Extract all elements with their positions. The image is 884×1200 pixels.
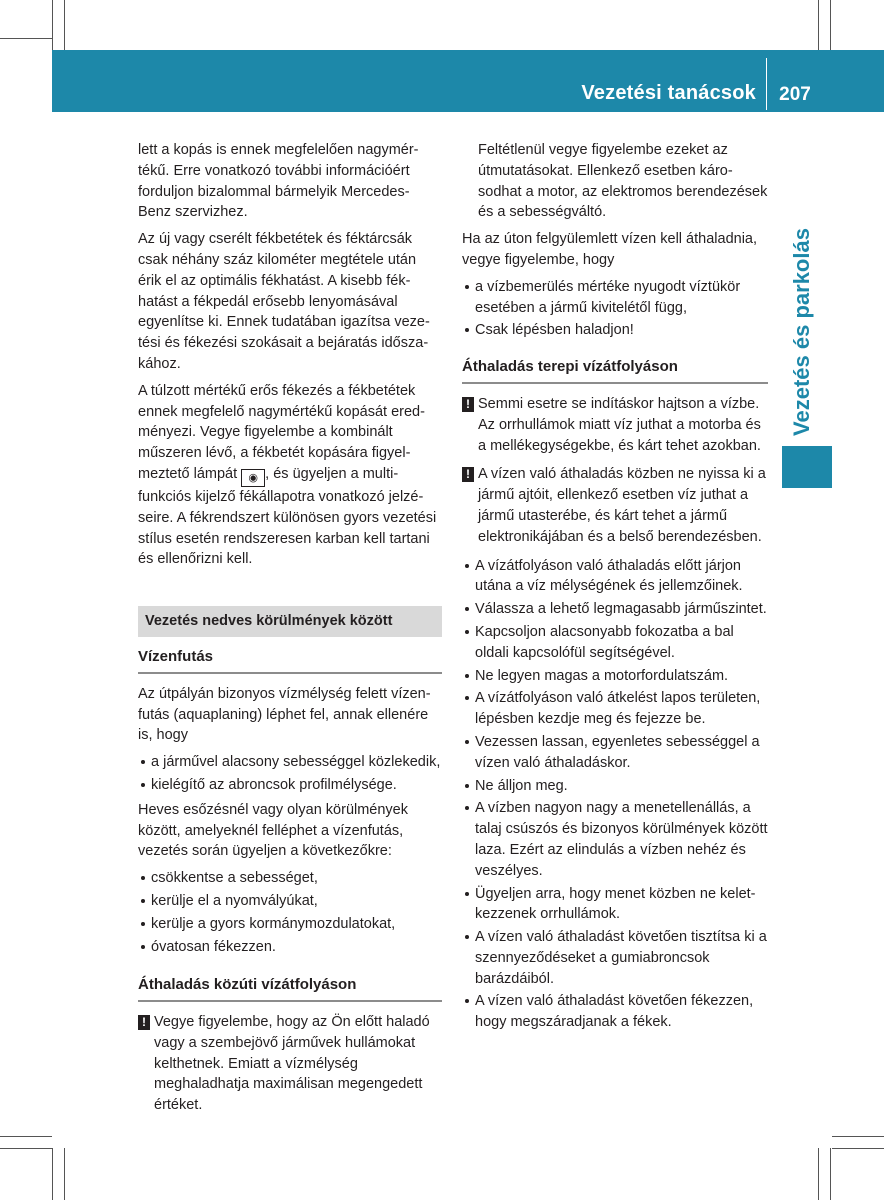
list-item: kielégítő az abroncsok profilmélysége. bbox=[138, 775, 442, 796]
list-item: kerülje a gyors kormánymozdulatokat, bbox=[138, 914, 442, 935]
warning-note: ! Semmi esetre se indításkor hajtson a vízbe. Az orrhullámok miatt víz juthat a motorba és a mellékegységekbe, és kárt tehet azokban. bbox=[462, 394, 768, 456]
crop-mark bbox=[0, 1136, 52, 1137]
crop-mark bbox=[832, 1148, 884, 1149]
list-item: csökkentse a sebességet, bbox=[138, 868, 442, 889]
list-item: Csak lépésben haladjon! bbox=[462, 320, 768, 341]
paragraph: lett a kopás is ennek megfelelően nagymértékű. Erre vonatkozó további információért forduljon bizalommal bármelyik Mercedes-Benz szervizhez. bbox=[138, 142, 419, 221]
crop-mark bbox=[52, 0, 53, 50]
brake-pad-warning-icon: ◉ bbox=[241, 469, 265, 487]
crop-mark bbox=[0, 38, 52, 39]
list-item: kerülje el a nyomvályúkat, bbox=[138, 891, 442, 912]
list-item: a járművel alacsony sebességgel közlekedik, bbox=[138, 752, 442, 773]
header-separator bbox=[766, 58, 767, 110]
side-tab-marker bbox=[782, 446, 832, 488]
paragraph: Ha az úton felgyülemlett vízen kell áthaladnia, vegye figyelembe, hogy bbox=[462, 231, 758, 268]
list-item: Válassza a lehető legmagasabb járműszintet. bbox=[462, 599, 768, 620]
left-column bbox=[138, 140, 442, 1124]
right-column bbox=[462, 140, 768, 1037]
side-tab-label: Vezetés és parkolás bbox=[789, 228, 814, 436]
paragraph: Az új vagy cserélt fékbetétek és féktárcsák csak néhány száz kilométer megtétele után érik el az optimális fékhatást. A kisebb fékhatást a fékpedál erősebb lenyomásával egyenlítse ki. Ennek tudatában igazítsa vezetési és fékezési szokásait a bejáratás időszakához. bbox=[138, 231, 430, 372]
list-item: a vízbemerülés mértéke nyugodt víztükör esetében a jármű kivitelétől függ, bbox=[462, 277, 768, 319]
bullet-list bbox=[138, 868, 442, 957]
list-item: Ne álljon meg. bbox=[462, 776, 768, 797]
list-item: A vízen való áthaladást követően fékezzen, hogy megszáradjanak a fékek. bbox=[462, 991, 768, 1033]
crop-mark bbox=[832, 1136, 884, 1137]
list-item: Kapcsoljon alacsonyabb fokozatba a bal oldali kapcsolófül segítségével. bbox=[462, 622, 768, 664]
bullet-list bbox=[462, 277, 768, 341]
crop-mark bbox=[830, 0, 831, 50]
list-item: Ne legyen magas a motorfordulatszám. bbox=[462, 666, 768, 687]
side-tab bbox=[776, 222, 828, 442]
crop-mark bbox=[0, 1148, 52, 1149]
paragraph: Az útpályán bizonyos vízmélység felett vízenfutás (aquaplaning) léphet fel, annak ellenére is, hogy bbox=[138, 685, 431, 744]
list-item: A vízen való áthaladást követően tisztítsa ki a szennyeződéseket a gumiabroncsok barázdáiból. bbox=[462, 927, 768, 989]
bullet-list bbox=[138, 752, 442, 796]
warning-icon: ! bbox=[462, 397, 474, 412]
paragraph: A túlzott mértékű erős fékezés a fékbetétek ennek megfelelő nagymértékű kopását eredményezi. Vegye figyelembe a kombinált műszeren lévő, a fékbetét kopására figyelmeztető lámpát ◉ , és ügyeljen a multifunkciós kijelző fékállapotra vonatkozó jelzéseire. A fékrendszert különösen gyors vezetési stílus esetén rendszeresen karban kell tartani és ellenőrizni kell. bbox=[138, 382, 437, 568]
list-item: A vízátfolyáson való áthaladás előtt járjon utána a víz mélységének és jellemzőinek. bbox=[462, 556, 768, 598]
header-title: Vezetési tanácsok bbox=[581, 82, 756, 104]
page-number: 207 bbox=[779, 84, 811, 105]
header-bar bbox=[52, 50, 884, 112]
list-item: óvatosan fékezzen. bbox=[138, 937, 442, 958]
paragraph: Feltétlenül vegye figyelembe ezeket az útmutatásokat. Ellenkező esetben károsodhat a motor, az elektromos berendezések és a sebességváltó. bbox=[478, 142, 768, 221]
list-item: A vízátfolyáson való átkelést lapos területen, lépésben kezdje meg és fejezze be. bbox=[462, 688, 768, 730]
crop-mark bbox=[818, 0, 819, 50]
subheading: Áthaladás terepi vízátfolyáson bbox=[462, 357, 768, 384]
section-title: Vezetés nedves körülmények között bbox=[138, 606, 442, 637]
warning-note: ! Vegye figyelembe, hogy az Ön előtt haladó vagy a szembejövő járművek hullámokat kelthetnek. Emiatt a vízmélység meghaladhatja maximálisan megengedett értéket. bbox=[138, 1012, 442, 1116]
bullet-list bbox=[462, 556, 768, 1034]
list-item: A vízben nagyon nagy a menetellenállás, a talaj csúszós és bizonyos körülmények között laza. Ezért az elindulás a vízben nehéz és veszélyes. bbox=[462, 798, 768, 881]
paragraph: Heves esőzésnél vagy olyan körülmények között, amelyeknél felléphet a vízenfutás, vezetés során ügyeljen a következőkre: bbox=[138, 801, 408, 860]
subheading: Vízenfutás bbox=[138, 647, 442, 674]
crop-mark bbox=[52, 1148, 53, 1200]
subheading: Áthaladás közúti vízátfolyáson bbox=[138, 975, 442, 1002]
crop-mark bbox=[818, 1148, 819, 1200]
warning-icon: ! bbox=[138, 1015, 150, 1030]
crop-mark bbox=[64, 1148, 65, 1200]
crop-mark bbox=[64, 0, 65, 50]
list-item: Vezessen lassan, egyenletes sebességgel a vízen való áthaladáskor. bbox=[462, 732, 768, 774]
crop-mark bbox=[830, 1148, 831, 1200]
list-item: Ügyeljen arra, hogy menet közben ne keletkezzenek orrhullámok. bbox=[462, 884, 768, 926]
warning-icon: ! bbox=[462, 467, 474, 482]
warning-note: ! A vízen való áthaladás közben ne nyissa ki a jármű ajtóit, ellenkező esetben víz juthat a jármű utasterébe, és kárt tehet a jármű elektronikájában és a belső berendezésben. bbox=[462, 464, 768, 547]
